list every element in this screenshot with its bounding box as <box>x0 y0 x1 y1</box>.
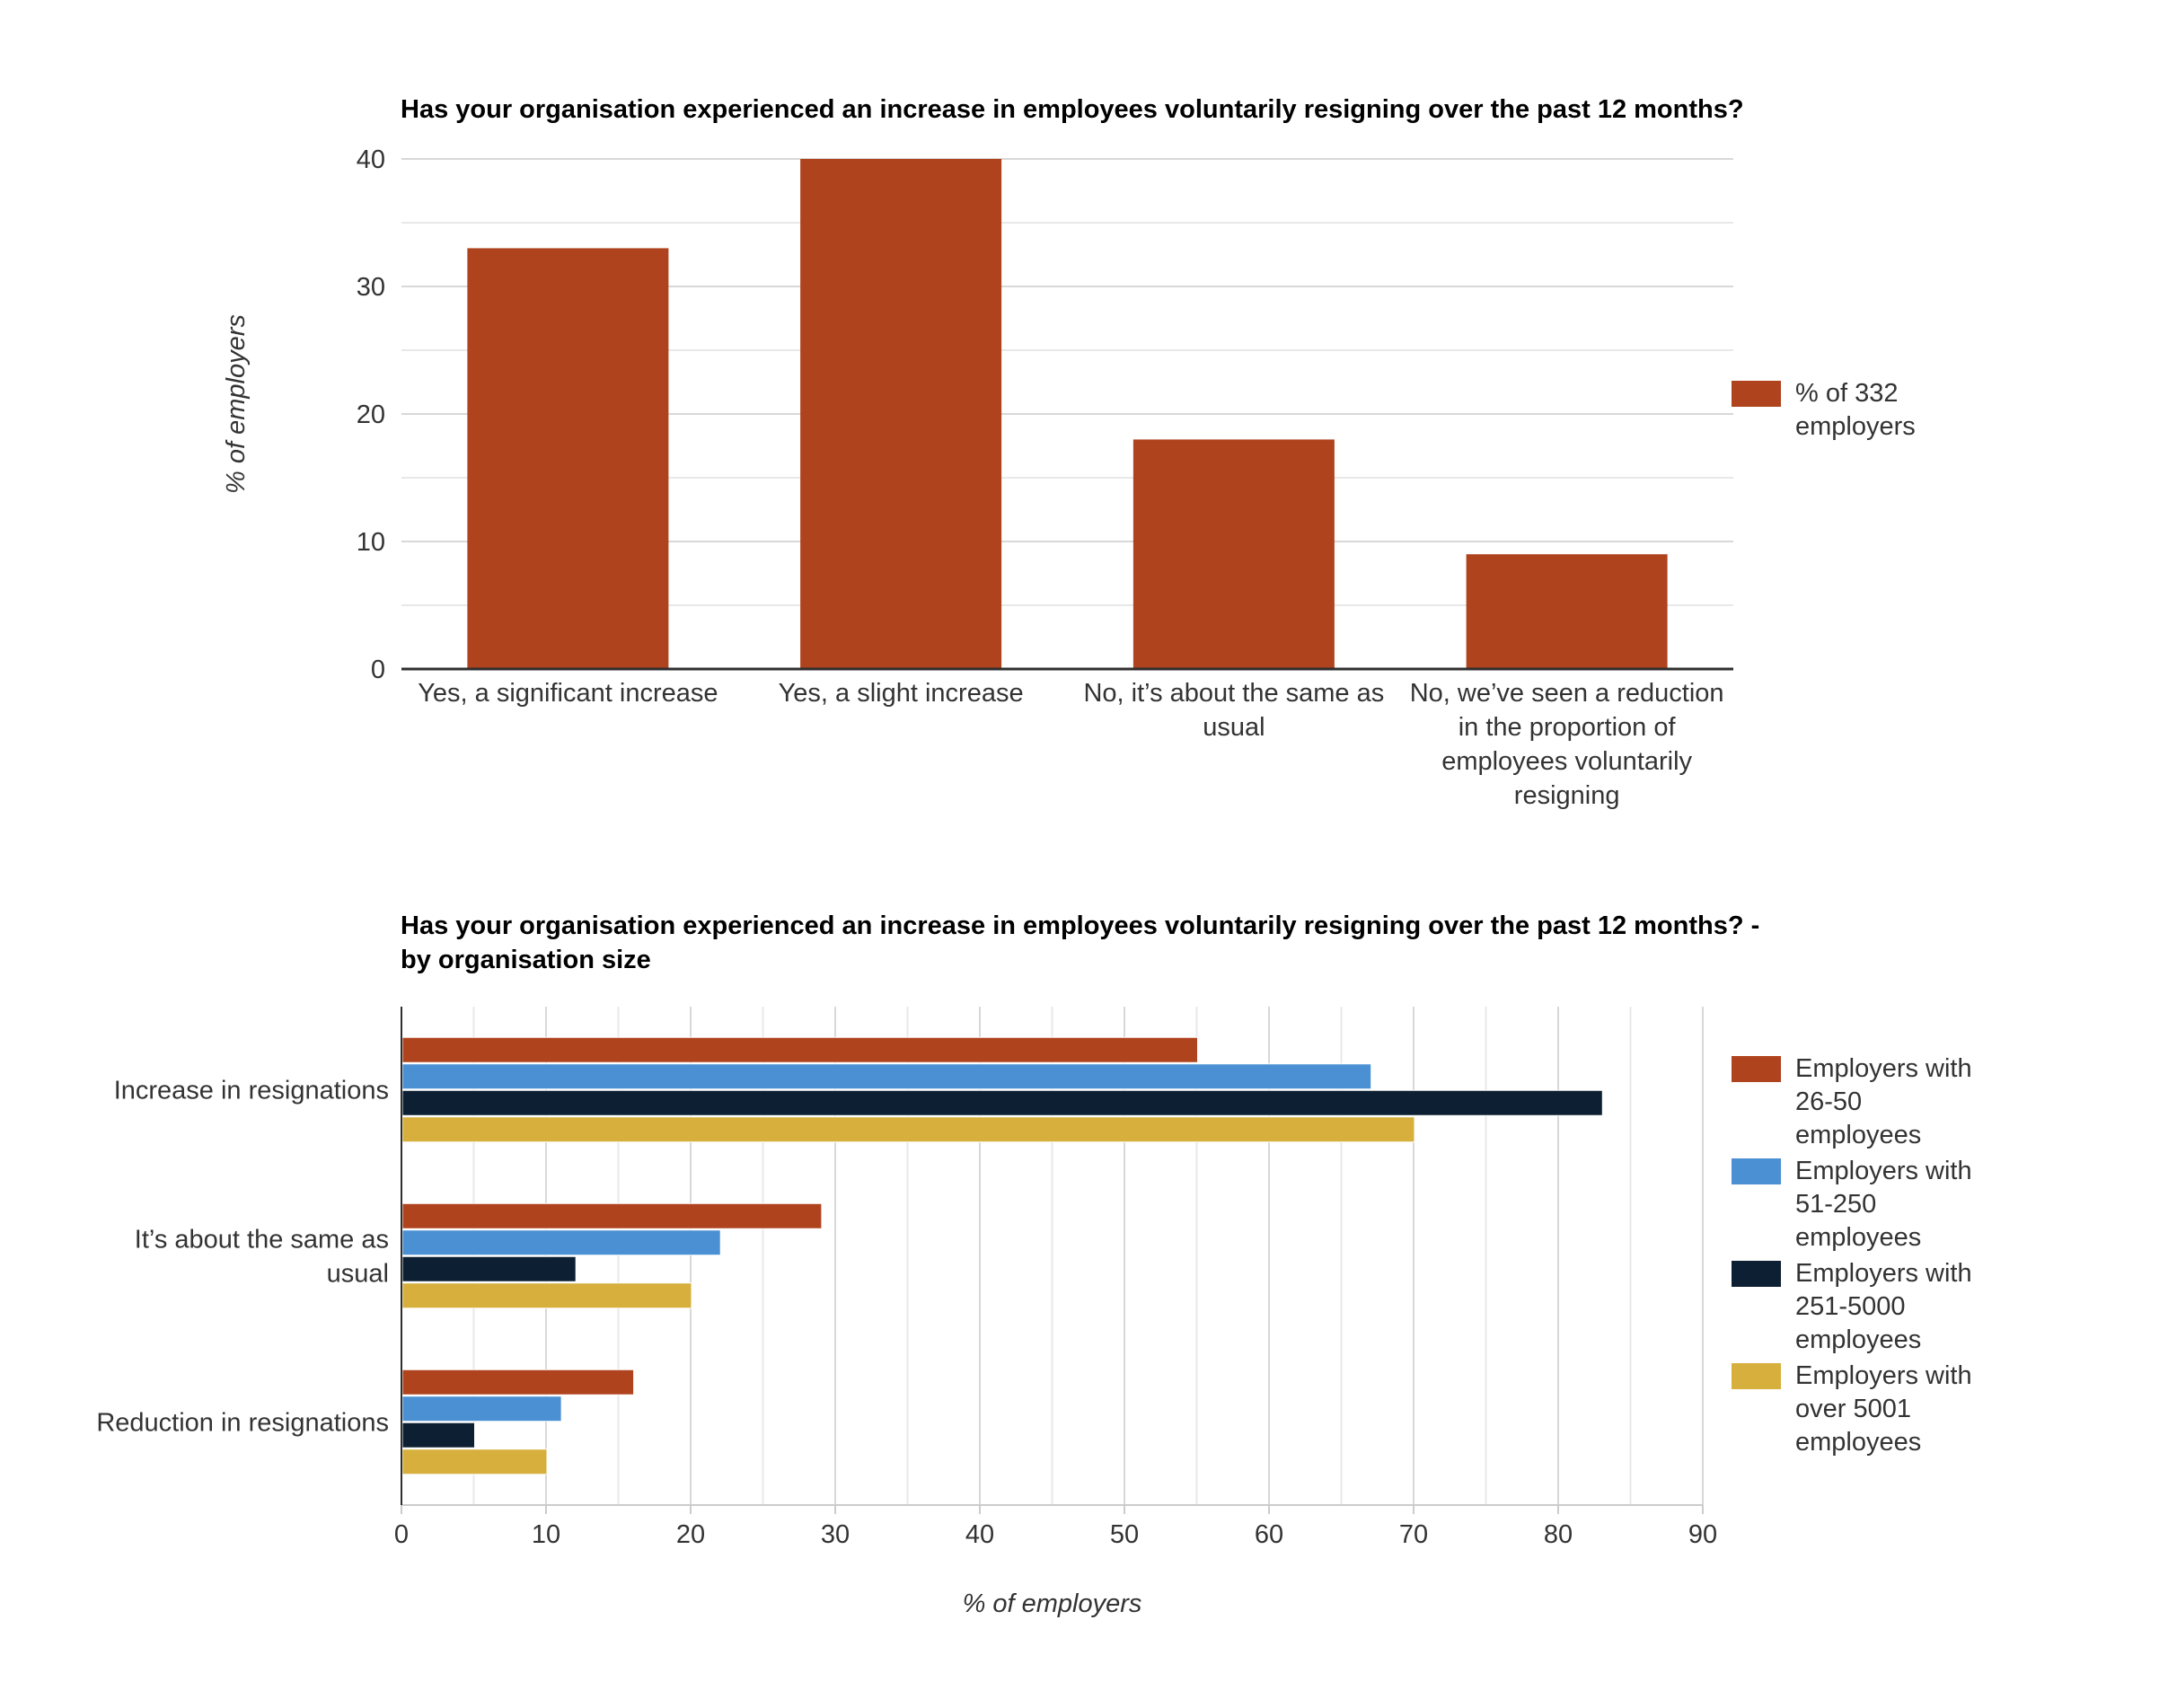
chart2-title: Has your organisation experienced an increase in employees voluntarily resigning over the past 12 months? - by organisation size <box>401 911 1760 974</box>
chart1-ytick-label: 20 <box>356 401 385 429</box>
legend-item <box>1732 1257 1972 1357</box>
legend-label: Employers with 51-250 employees <box>1795 1157 1972 1252</box>
chart2-legend <box>1732 1052 1972 1462</box>
legend-item <box>1732 1360 1972 1459</box>
chart2-bar-s1-c2 <box>402 1396 561 1422</box>
legend-item <box>1732 1052 1972 1152</box>
chart1-category-label: in the proportion of <box>1458 713 1676 742</box>
chart2-xtick-label: 20 <box>675 1520 706 1549</box>
chart1-legend <box>1732 377 1916 446</box>
chart2-bar-s1-c1 <box>402 1230 720 1255</box>
chart2-xtick-label: 70 <box>1398 1520 1429 1549</box>
chart1-category-label: resigning <box>1513 781 1620 810</box>
chart2-bar-s0-c2 <box>402 1369 634 1395</box>
chart2-bar-s3-c0 <box>402 1117 1414 1142</box>
chart1-category-label: No, it’s about the same as <box>1083 679 1385 708</box>
legend-swatch <box>1732 1158 1781 1184</box>
chart1-title: Has your organisation experienced an increase in employees voluntarily resigning over the past 12 months? <box>401 95 1744 124</box>
chart1-bar-3 <box>1467 554 1668 669</box>
chart2-xtick-label: 90 <box>1688 1520 1718 1549</box>
chart2-bar-s0-c1 <box>402 1203 822 1228</box>
chart1-ytick-label: 10 <box>356 528 385 557</box>
legend-item <box>1732 1155 1972 1255</box>
chart2-category-label: It’s about the same as <box>134 1225 389 1255</box>
legend-label: % of 332 employers <box>1795 379 1916 441</box>
legend-label: Employers with 251-5000 employees <box>1795 1259 1972 1354</box>
legend-label: Employers with over 5001 employees <box>1795 1361 1972 1457</box>
chart2-bar-s1-c0 <box>402 1064 1371 1089</box>
chart1-plot <box>357 145 1733 810</box>
chart1-ytick-label: 0 <box>370 656 385 684</box>
chart1-category-label: usual <box>1203 713 1265 742</box>
chart2-xtick-label: 10 <box>531 1520 561 1549</box>
chart2-plot <box>96 1007 1717 1549</box>
chart2-xtick-label: 60 <box>1254 1520 1284 1549</box>
chart1-bar-0 <box>467 248 668 669</box>
chart1-category-label: Yes, a significant increase <box>418 679 718 708</box>
chart2-xtick-label: 30 <box>820 1520 850 1549</box>
chart1-ytick-label: 30 <box>356 273 385 302</box>
chart2-category-label: usual <box>326 1259 389 1289</box>
chart2-x-axis-title: % of employers <box>962 1589 1142 1618</box>
chart2-category-label: Increase in resignations <box>113 1076 389 1105</box>
chart2-bar-s3-c1 <box>402 1283 692 1308</box>
chart2-xtick-label: 40 <box>965 1520 995 1549</box>
chart1-ytick-label: 40 <box>356 145 385 174</box>
legend-swatch <box>1732 1363 1781 1389</box>
chart1-bar-1 <box>800 159 1001 669</box>
chart1-category-label: employees voluntarily <box>1441 747 1693 776</box>
chart2-xtick-label: 0 <box>393 1520 410 1549</box>
legend-swatch <box>1732 1056 1781 1082</box>
legend-label: Employers with 26-50 employees <box>1795 1054 1972 1149</box>
chart2-category-label: Reduction in resignations <box>96 1408 389 1438</box>
chart2-bar-s2-c0 <box>402 1090 1602 1115</box>
chart1-category-label: Yes, a slight increase <box>778 679 1024 708</box>
chart2-xtick-label: 80 <box>1543 1520 1573 1549</box>
chart2-xtick-label: 50 <box>1109 1520 1140 1549</box>
legend-swatch <box>1732 381 1781 407</box>
legend-swatch <box>1732 1261 1781 1287</box>
chart2-bar-s2-c2 <box>402 1422 475 1448</box>
chart1-y-axis-title: % of employers <box>222 314 251 494</box>
chart2-bar-s0-c0 <box>402 1037 1198 1062</box>
chart1-category-label: No, we’ve seen a reduction <box>1409 679 1724 708</box>
chart2-bar-s3-c2 <box>402 1449 547 1475</box>
chart2-bar-s2-c1 <box>402 1256 576 1281</box>
chart1-bar-2 <box>1133 439 1335 669</box>
legend-item <box>1732 377 1916 444</box>
